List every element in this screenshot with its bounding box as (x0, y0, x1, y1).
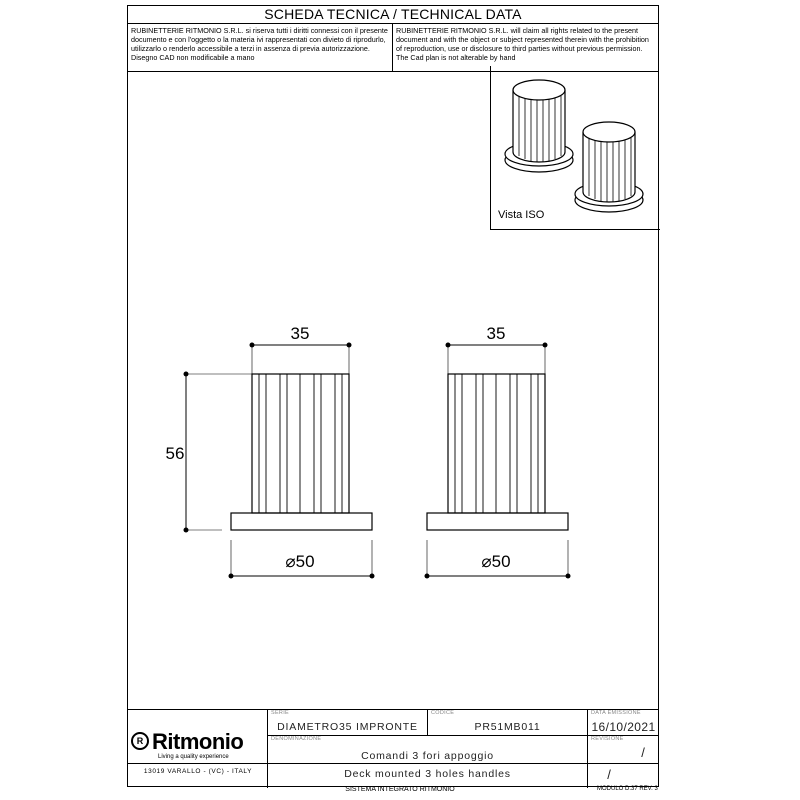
revisione-value: / (641, 745, 646, 760)
copyright-notice-italian: RUBINETTERIE RITMONIO S.R.L. si riserva tutti i diritti connessi con il presente documento e con l'oggetto o la materia ivi rappresentati con divieto di riprodurlo, utilizzarlo o renderlo accessibile a terzi in assenza di previa autorizzazione. Disegno CAD non modificabile a mano (128, 24, 393, 71)
right-width-dimension (448, 345, 545, 374)
codice-label: CODICE (431, 710, 455, 716)
right-base-diameter-label: ⌀50 (481, 552, 511, 571)
left-handle-body (252, 374, 349, 513)
iso-view-label: Vista ISO (498, 209, 545, 221)
denominazione-english: Deck mounted 3 holes handles (344, 768, 511, 780)
company-tagline: Living a quality experience (158, 754, 229, 760)
ritmonio-logo-icon: R (131, 732, 149, 750)
denominazione-italian: Comandi 3 fori appoggio (361, 750, 494, 762)
copyright-notice-english: RUBINETTERIE RITMONIO S.R.L. will claim all rights related to the present document and with the object or subject represented therein with the prohibition of reproduction, use or disclosure to third parties without previous permission. The Cad plan is not alterable by hand (396, 26, 649, 63)
system-label: SISTEMA INTEGRATO RITMONIO (345, 786, 455, 793)
right-handle-flutes (455, 374, 538, 513)
right-handle-front-view (427, 374, 568, 530)
serie-label: SERIE (271, 710, 290, 716)
height-dimension (186, 374, 252, 530)
revisione-value-2: / (607, 767, 612, 782)
left-handle-flutes (259, 374, 342, 513)
serie-value: DIAMETRO35 IMPRONTE (277, 721, 418, 733)
left-base-diameter-label: ⌀50 (285, 552, 315, 571)
modulo-label: MODULO D.37 REV. 3 (597, 786, 658, 792)
left-width-label: 35 (290, 324, 310, 343)
revisione-label: REVISIONE (591, 736, 624, 742)
right-handle-base (427, 513, 568, 530)
left-handle-front-view (231, 374, 372, 530)
company-address: 13019 VARALLO - (VC) - ITALY (128, 763, 268, 788)
data-emissione-value: 16/10/2021 (591, 720, 656, 734)
sheet-title: SCHEDA TECNICA / TECHNICAL DATA (128, 6, 658, 24)
height-label: 56 (165, 444, 185, 463)
right-width-label: 35 (486, 324, 506, 343)
codice-value: PR51MB011 (474, 721, 541, 733)
right-handle-body (448, 374, 545, 513)
left-width-dimension (252, 345, 349, 374)
company-logo: Ritmonio (152, 729, 244, 754)
denominazione-label: DENOMINAZIONE (271, 736, 322, 742)
data-emissione-label: DATA EMISSIONE (591, 710, 641, 716)
left-handle-base (231, 513, 372, 530)
